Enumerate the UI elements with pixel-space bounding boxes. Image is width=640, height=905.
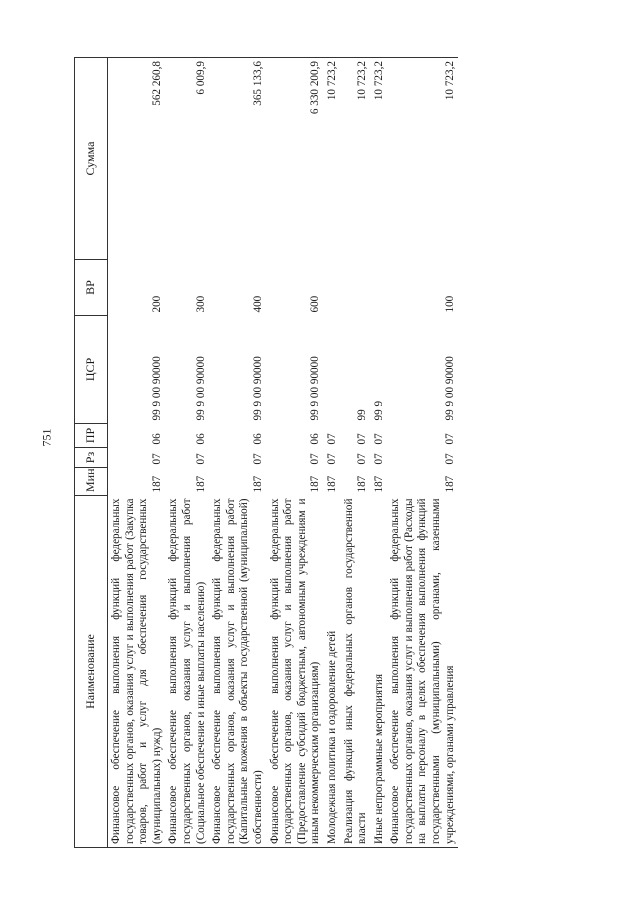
row-vr: 200 (150, 295, 163, 313)
row-vr (371, 260, 388, 316)
row-name: Финансовое обеспечение выполнения функций федеральных государственных органов, оказания услуг и выполнения работ (Предоставление субсидий бюджетным, автономным учреждениям и иным некоммерческим организациям) (267, 496, 324, 848)
row-vr: 600 (309, 295, 322, 313)
table-row (267, 58, 324, 848)
row-vr: 400 (251, 295, 264, 313)
row-pr: 06 (194, 433, 207, 445)
table-row (371, 58, 388, 848)
table-row (341, 58, 371, 848)
table-header-row (75, 58, 108, 848)
row-name: Финансовое обеспечение выполнения функций федеральных государственных органов, оказания услуг и выполнения работ (Социальное обеспечение и иные выплаты населению) (165, 496, 209, 848)
row-rz: 07 (443, 453, 456, 465)
row-name: Финансовое обеспечение выполнения функций федеральных государственных органов, оказания услуг и выполнения работ (Расходы на выплаты персоналу в целях обеспечения выполнения функций государственными (муниципальными) органами, казенными учреждениями, органами управления (387, 496, 458, 848)
row-rz: 07 (251, 453, 264, 465)
row-min: 187 (309, 475, 322, 493)
row-min: 187 (150, 475, 163, 493)
row-pr: 06 (150, 433, 163, 445)
row-sum: 10 723,2 (387, 58, 458, 260)
row-rz: 07 (356, 453, 369, 465)
row-sum: 365 133,6 (209, 58, 266, 260)
rotated-content (74, 58, 614, 848)
row-sum: 6 009,9 (165, 58, 209, 260)
row-csr: 99 (356, 409, 369, 421)
row-sum: 562 260,8 (108, 58, 166, 260)
header-name: Наименование (75, 496, 108, 848)
header-rz: Рз (75, 448, 108, 468)
table-row (387, 58, 458, 848)
row-min: 187 (356, 475, 369, 493)
row-sum: 10 723,2 (371, 58, 388, 260)
row-sum: 10 723,2 (324, 58, 341, 260)
row-pr: 07 (325, 433, 338, 445)
row-vr (341, 260, 371, 316)
row-pr: 07 (356, 433, 369, 445)
row-pr: 07 (372, 433, 385, 445)
row-min: 187 (325, 475, 338, 493)
rotated-page (74, 58, 614, 848)
row-vr: 100 (443, 295, 456, 313)
table-row (209, 58, 266, 848)
row-name: Молодежная политика и оздоровление детей (324, 496, 341, 848)
table-row (324, 58, 341, 848)
row-pr: 06 (309, 433, 322, 445)
header-csr: ЦСР (75, 316, 108, 424)
table-row (108, 58, 166, 848)
row-csr: 99 9 00 90000 (443, 356, 456, 421)
row-min: 187 (251, 475, 264, 493)
row-pr: 06 (251, 433, 264, 445)
row-rz: 07 (372, 453, 385, 465)
row-name: Иные непрограммные мероприятия (371, 496, 388, 848)
table-row (165, 58, 209, 848)
row-min: 187 (443, 475, 456, 493)
row-name: Реализация функций иных федеральных органов государственной власти (341, 496, 371, 848)
row-csr (324, 316, 341, 424)
row-min: 187 (372, 475, 385, 493)
row-rz: 07 (150, 453, 163, 465)
page-number: 751 (39, 428, 54, 447)
row-csr: 99 9 00 90000 (309, 356, 322, 421)
budget-table (74, 57, 458, 848)
row-csr: 99 9 00 90000 (194, 356, 207, 421)
header-vr: ВР (75, 260, 108, 316)
row-csr: 99 9 (372, 400, 385, 421)
row-pr: 07 (443, 433, 456, 445)
row-name: Финансовое обеспечение выполнения функций федеральных государственных органов, оказания услуг и выполнения работ (Капитальные вложения в объекты государственной (муниципальной) собственности) (209, 496, 266, 848)
row-csr: 99 9 00 90000 (251, 356, 264, 421)
header-pr: ПР (75, 424, 108, 448)
row-rz: 07 (309, 453, 322, 465)
row-csr: 99 9 00 90000 (150, 356, 163, 421)
header-min: Мин (75, 468, 108, 496)
row-sum: 10 723,2 (341, 58, 371, 260)
row-rz: 07 (194, 453, 207, 465)
row-name: Финансовое обеспечение выполнения функций федеральных государственных органов, оказания услуг и выполнения работ (Закупка товаров, работ и услуг для обеспечения государственных (муниципальных) нужд) (108, 496, 166, 848)
row-vr (324, 260, 341, 316)
header-sum: Сумма (75, 58, 108, 260)
row-min: 187 (194, 475, 207, 493)
row-vr: 300 (194, 295, 207, 313)
row-rz: 07 (325, 453, 338, 465)
row-sum: 6 330 200,9 (267, 58, 324, 260)
